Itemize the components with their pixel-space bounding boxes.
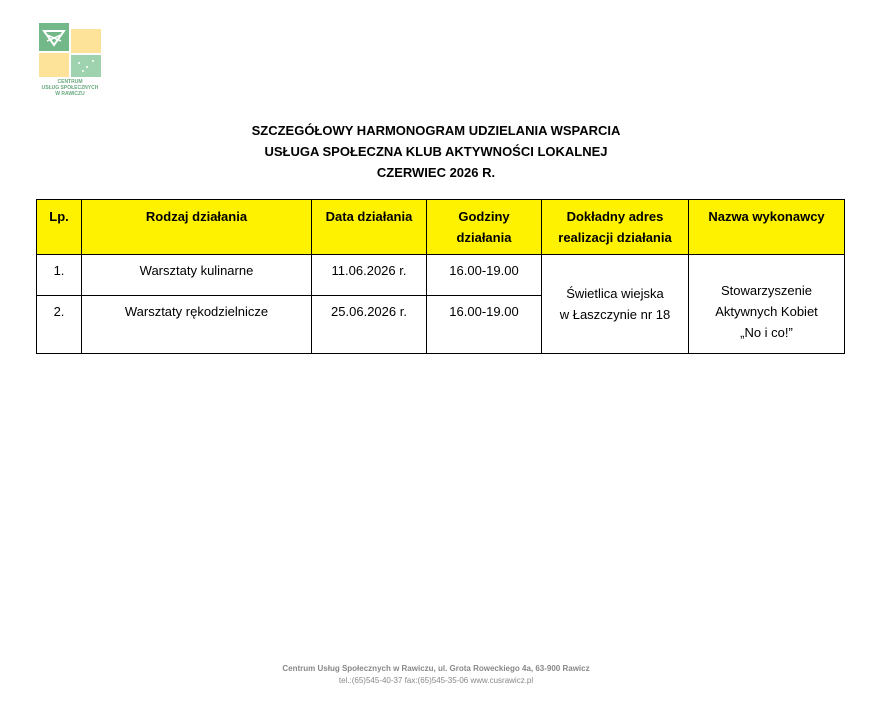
logo: [37, 23, 103, 99]
header-data: Data działania: [312, 200, 427, 255]
table-row: [37, 255, 845, 296]
header-godziny: Godziny działania: [427, 200, 542, 255]
cell-data: 11.06.2026 r.: [312, 255, 427, 296]
logo-text: CENTRUM USŁUG SPOŁECZNYCH W RAWICZU: [41, 79, 99, 97]
cell-contractor: Stowarzyszenie Aktywnych Kobiet „No i co!”: [689, 255, 845, 354]
header-adres: Dokładny adres realizacji działania: [542, 200, 689, 255]
footer-contact: tel.:(65)545-40-37 fax:(65)545-35-06 www.cusrawicz.pl: [338, 676, 534, 685]
cell-rodzaj: Warsztaty kulinarne: [82, 255, 312, 296]
footer-address: Centrum Usług Społecznych w Rawiczu, ul. Grota Roweckiego 4a, 63-900 Rawicz: [282, 664, 590, 673]
cell-address: Świetlica wiejska w Łaszczynie nr 18: [542, 255, 689, 354]
cell-lp: 1.: [37, 255, 82, 296]
document-subtitle: USŁUGA SPOŁECZNA KLUB AKTYWNOŚCI LOKALNEJ: [264, 144, 608, 159]
schedule-table: [36, 199, 845, 354]
cell-godziny: 16.00-19.00: [427, 296, 542, 354]
header-wykonawca: Nazwa wykonawcy: [689, 200, 845, 255]
header-lp: Lp.: [37, 200, 82, 255]
cell-rodzaj: Warsztaty rękodzielnicze: [82, 296, 312, 354]
table-header-row: [37, 200, 845, 255]
cell-data: 25.06.2026 r.: [312, 296, 427, 354]
header-rodzaj: Rodzaj działania: [82, 200, 312, 255]
logo-mark-icon: [37, 23, 103, 79]
cell-lp: 2.: [37, 296, 82, 354]
document-period: CZERWIEC 2026 R.: [376, 165, 496, 180]
document-title: SZCZEGÓŁOWY HARMONOGRAM UDZIELANIA WSPARCIA: [251, 123, 621, 138]
cell-godziny: 16.00-19.00: [427, 255, 542, 296]
